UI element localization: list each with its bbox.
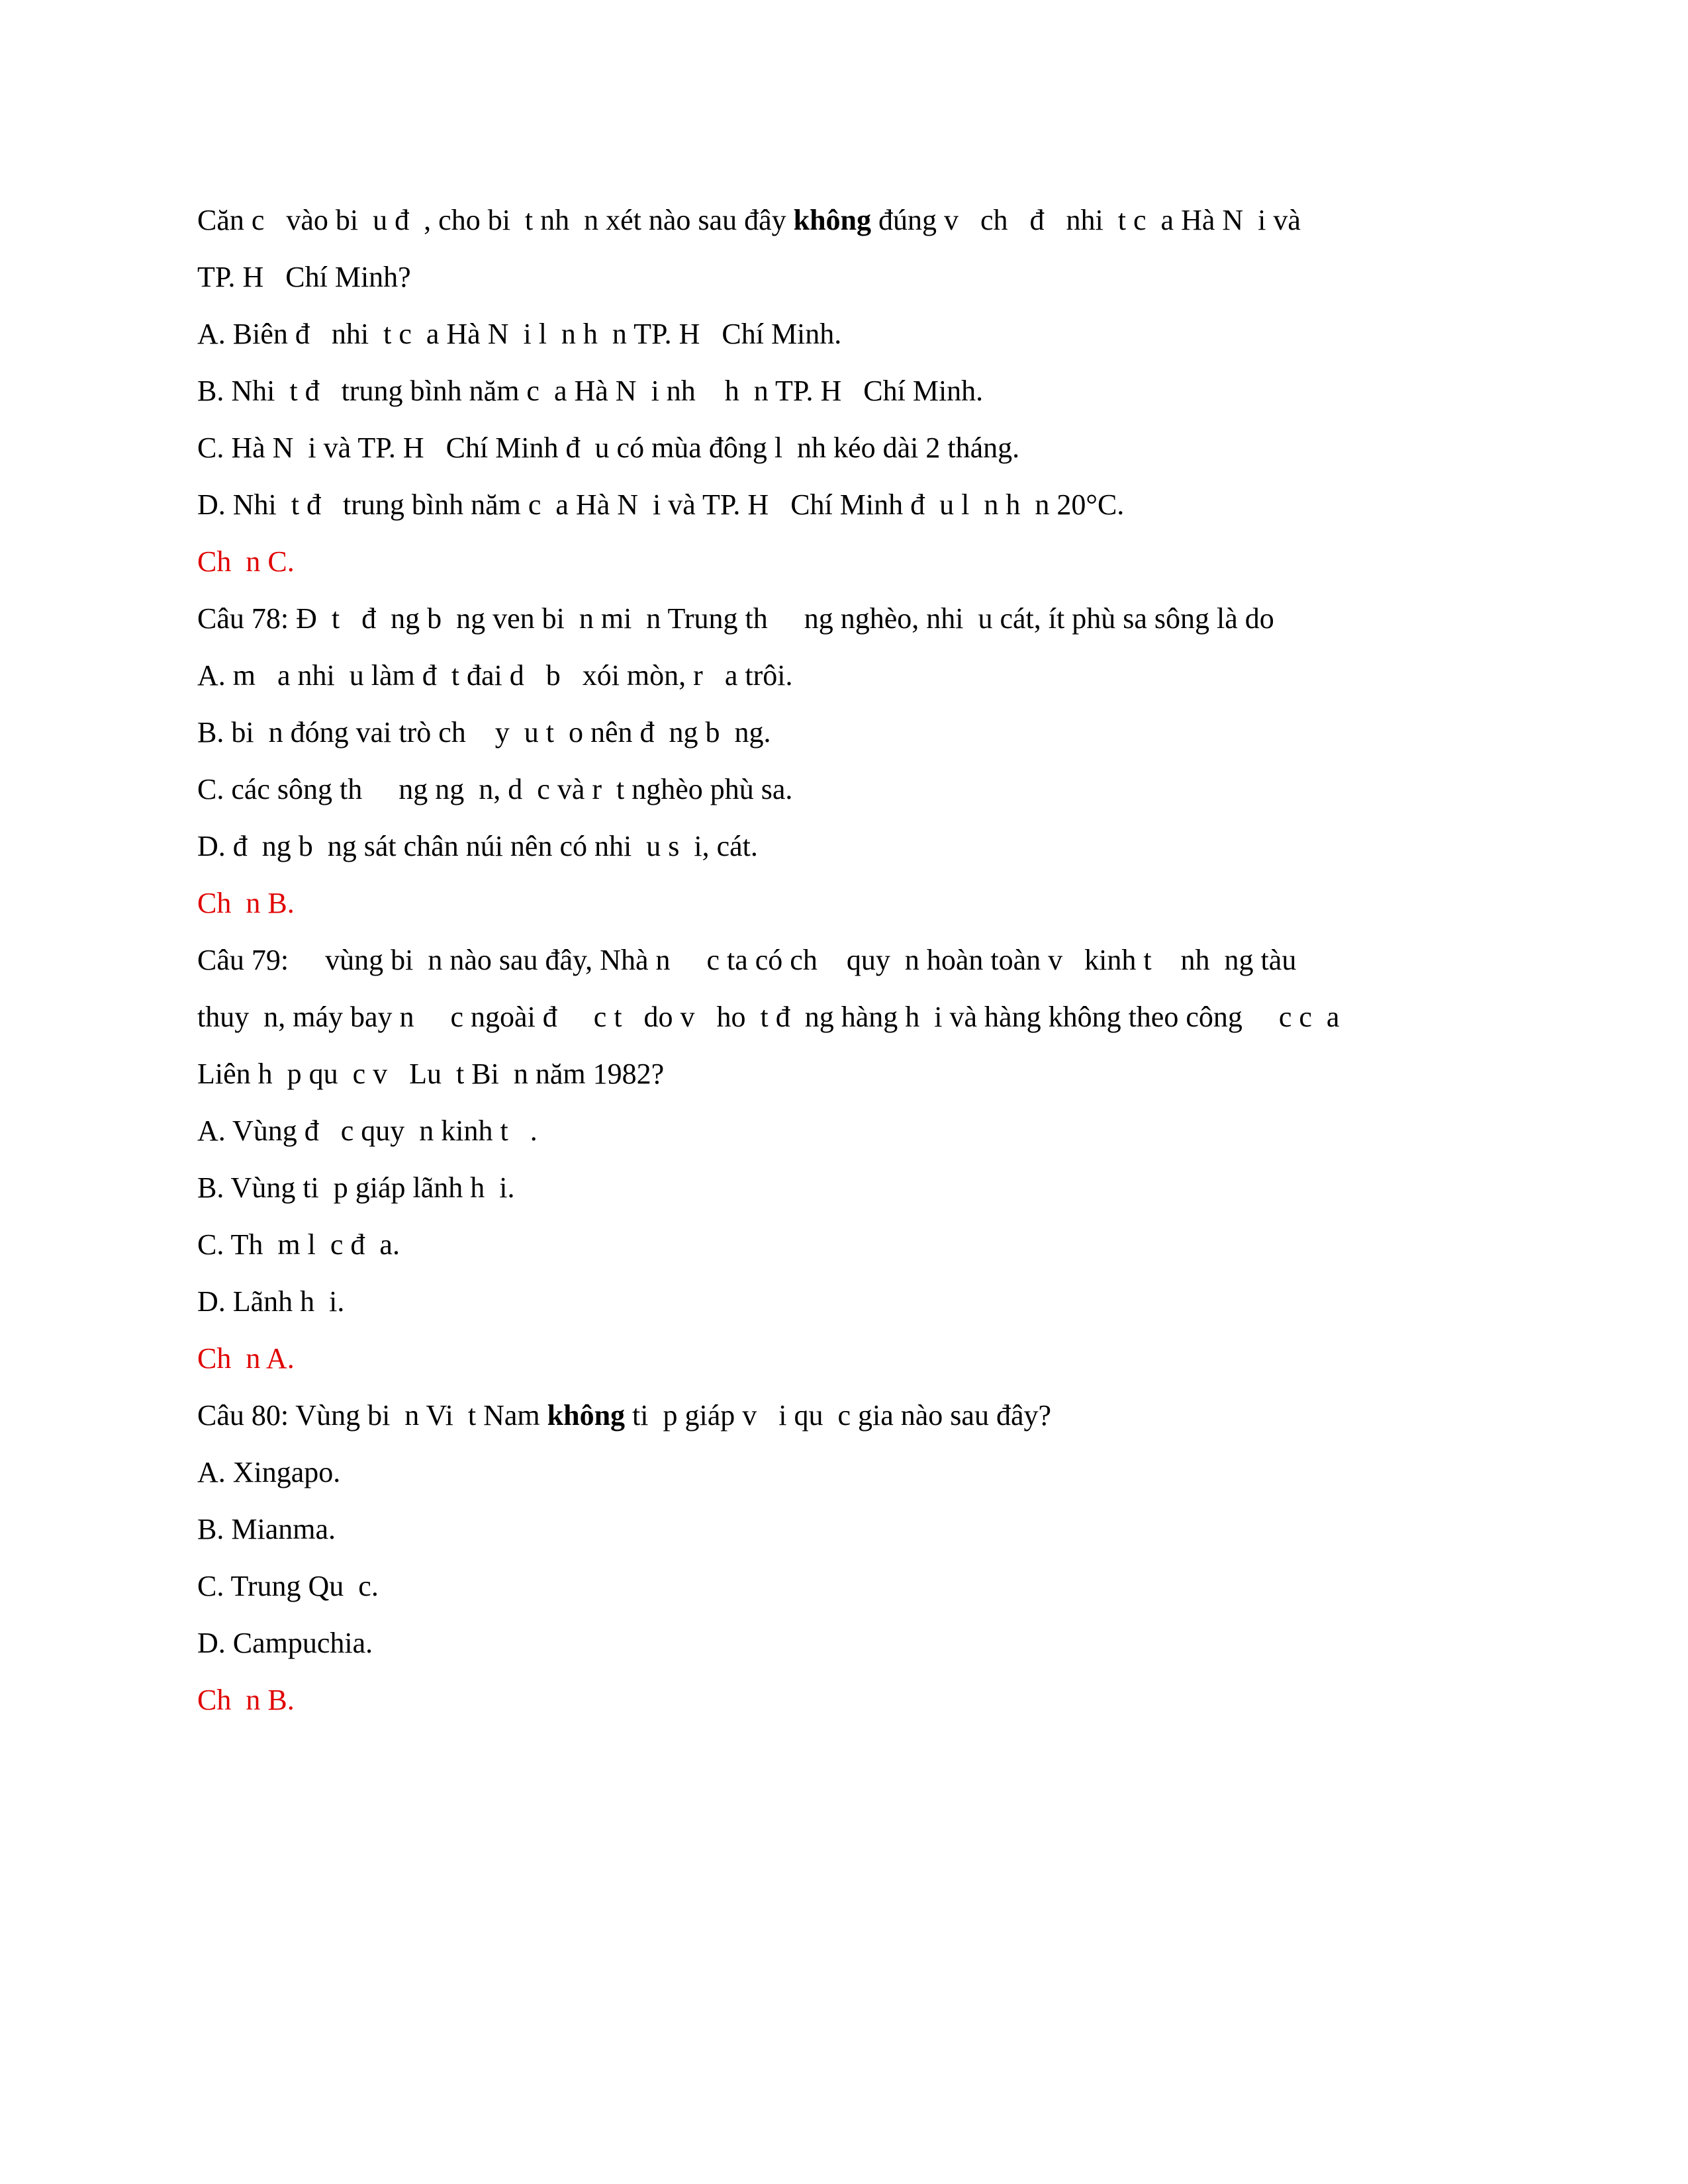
q77-stem-text: Căn c vào bi u đ , cho bi t nh n xét nào sau đây bbox=[197, 204, 794, 236]
q80-option-b: B. Mianma. bbox=[197, 1513, 336, 1545]
q80-option-d: D. Campuchia. bbox=[197, 1627, 373, 1659]
q80-option-a: A. Xingapo. bbox=[197, 1456, 341, 1488]
q80-stem-emphasis: không bbox=[547, 1399, 626, 1432]
q80-answer: Ch n B. bbox=[197, 1684, 295, 1716]
q79-option-c: C. Th m l c đ a. bbox=[197, 1228, 400, 1261]
document-page bbox=[197, 192, 1495, 1729]
q79-answer: Ch n A. bbox=[197, 1342, 295, 1375]
q78-option-a: A. m a nhi u làm đ t đai d b xói mòn, r a trôi. bbox=[197, 659, 793, 692]
q77-stem-line1 bbox=[197, 192, 1495, 249]
q79-option-a: A. Vùng đ c quy n kinh t . bbox=[197, 1115, 538, 1147]
q78-stem: Câu 78: Đ t đ ng b ng ven bi n mi n Trung th ng nghèo, nhi u cát, ít phù sa sông là do bbox=[197, 602, 1274, 635]
q78-option-c: C. các sông th ng ng n, d c và r t nghèo phù sa. bbox=[197, 773, 793, 805]
q77-answer: Ch n C. bbox=[197, 545, 295, 578]
q77-option-d: D. Nhi t đ trung bình năm c a Hà N i và TP. H Chí Minh đ u l n h n 20°C. bbox=[197, 488, 1125, 521]
q79-stem-line1: Câu 79: vùng bi n nào sau đây, Nhà n c ta có ch quy n hoàn toàn v kinh t nh ng tàu bbox=[197, 944, 1297, 976]
q80-option-c: C. Trung Qu c. bbox=[197, 1570, 379, 1602]
q80-stem-text: Câu 80: Vùng bi n Vi t Nam bbox=[197, 1399, 547, 1432]
q77-option-b: B. Nhi t đ trung bình năm c a Hà N i nh h n TP. H Chí Minh. bbox=[197, 375, 984, 407]
q79-stem-line3: Liên h p qu c v Lu t Bi n năm 1982? bbox=[197, 1058, 665, 1090]
q78-answer: Ch n B. bbox=[197, 887, 295, 919]
q79-stem-line2: thuy n, máy bay n c ngoài đ c t do v ho t đ ng hàng h i và hàng không theo công c c a bbox=[197, 1001, 1340, 1033]
q78-option-b: B. bi n đóng vai trò ch y u t o nên đ ng b ng. bbox=[197, 716, 771, 749]
q78-option-d: D. đ ng b ng sát chân núi nên có nhi u s i, cát. bbox=[197, 830, 758, 862]
q77-stem-text-cont: đúng v ch đ nhi t c a Hà N i và bbox=[871, 204, 1301, 236]
q77-stem-emphasis: không bbox=[793, 204, 872, 236]
q79-option-d: D. Lãnh h i. bbox=[197, 1285, 345, 1318]
q77-stem-line2: TP. H Chí Minh? bbox=[197, 261, 411, 293]
q77-option-a: A. Biên đ nhi t c a Hà N i l n h n TP. H Chí Minh. bbox=[197, 318, 842, 350]
q79-option-b: B. Vùng ti p giáp lãnh h i. bbox=[197, 1171, 515, 1204]
q77-option-c: C. Hà N i và TP. H Chí Minh đ u có mùa đông l nh kéo dài 2 tháng. bbox=[197, 432, 1020, 464]
q80-stem-text-cont: ti p giáp v i qu c gia nào sau đây? bbox=[625, 1399, 1051, 1432]
q80-stem bbox=[197, 1387, 1495, 1444]
